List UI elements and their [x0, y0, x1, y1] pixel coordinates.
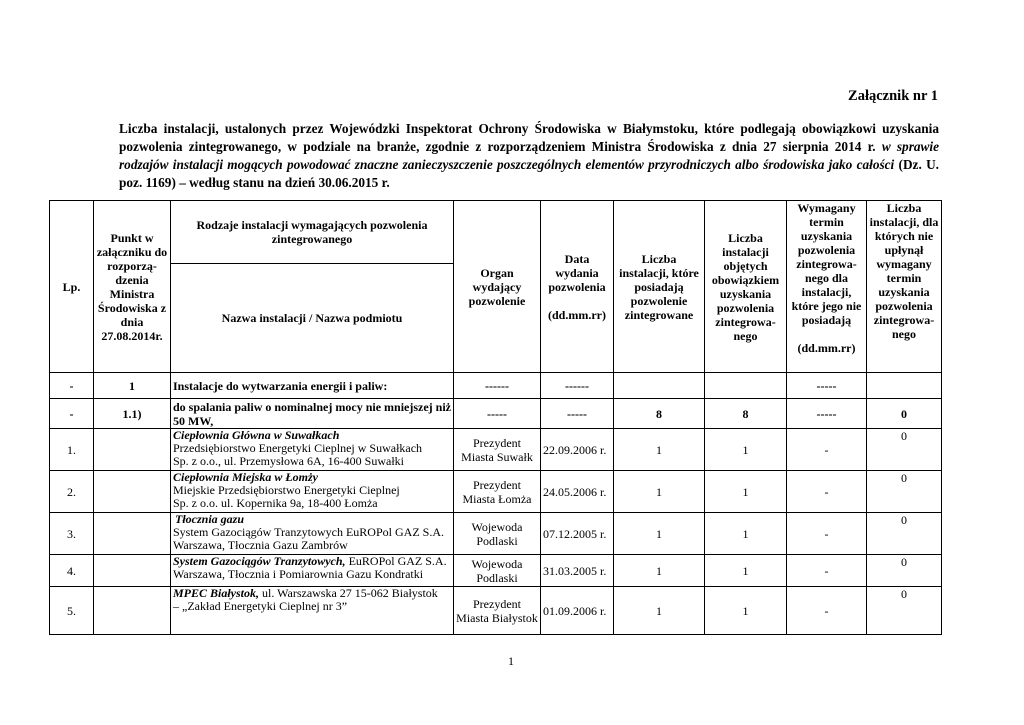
- header-uplynal: Liczba instalacji, dla których nie upłynął wymagany termin uzyskania pozwolenia zintegrowa-nego: [867, 201, 942, 373]
- section2-termin: -----: [787, 399, 867, 429]
- installations-table: [49, 200, 942, 635]
- row-date: 31.03.2005 r.: [541, 555, 614, 587]
- section2-punkt: 1.1): [94, 399, 171, 429]
- row-date: 01.09.2006 r.: [541, 587, 614, 635]
- row-organ: Wojewoda Podlaski: [454, 513, 541, 555]
- plant-name-suffix: EuROPol GAZ S.A.: [345, 554, 447, 568]
- table-row: [50, 587, 942, 635]
- header-termin-format: (dd.mm.rr): [797, 341, 856, 355]
- section1-data: ------: [541, 373, 614, 399]
- row-organ: Prezydent Miasta Łomża: [454, 471, 541, 513]
- row-installation: [171, 471, 454, 513]
- row-objetych: 1: [705, 587, 787, 635]
- section2-name: do spalania paliw o nominalnej mocy nie mniejszej niż 50 MW,: [171, 399, 454, 429]
- header-termin: [787, 201, 867, 373]
- intro-text-italic: w sprawie rodzajów instalacji mogących powodować znaczne zanieczyszczenie poszczególnych elementów przyrodniczych albo środowiska jako całości: [119, 139, 939, 172]
- section-row-1: [50, 373, 942, 399]
- header-organ: Organ wydający pozwolenie: [454, 201, 541, 373]
- header-lp: Lp.: [50, 201, 94, 373]
- company-line: Przedsiębiorstwo Energetyki Cieplnej w Suwałkach: [173, 441, 423, 455]
- company-address: Warszawa, Tłocznia Gazu Zambrów: [173, 538, 348, 552]
- row-organ: Wojewoda Podlaski: [454, 555, 541, 587]
- annex-title: Załącznik nr 1: [848, 88, 938, 104]
- row-objetych: 1: [705, 555, 787, 587]
- row-installation: [171, 513, 454, 555]
- section1-lp: -: [50, 373, 94, 399]
- company-line: System Gazociągów Tranzytowych EuROPol GAZ S.A.: [173, 525, 444, 539]
- section2-organ: -----: [454, 399, 541, 429]
- section2-objetych: 8: [705, 399, 787, 429]
- row-uplynal: 0: [867, 471, 942, 513]
- row-lp: 5.: [50, 587, 94, 635]
- row-organ: Prezydent Miasta Białystok: [454, 587, 541, 635]
- company-line: Miejskie Przedsiębiorstwo Energetyki Cieplnej: [173, 483, 400, 497]
- row-termin: -: [787, 429, 867, 471]
- row-posiadajace: 1: [614, 555, 705, 587]
- section1-posiadajace: [614, 373, 705, 399]
- intro-text-part1: Liczba instalacji, ustalonych przez Wojewódzki Inspektorat Ochrony Środowiska w Białymstoku, które podlegają obowiązkowi uzyskania pozwolenia zintegrowanego, w podziale na branże, zgodnie z rozporządzeniem Ministra Środowiska z dnia 27 sierpnia 2014 r.: [119, 121, 939, 154]
- plant-name: Tłocznia gazu: [175, 512, 245, 526]
- row-punkt: [94, 429, 171, 471]
- row-posiadajace: 1: [614, 471, 705, 513]
- plant-name-suffix: ul. Warszawska 27 15-062 Białystok: [259, 586, 438, 600]
- company-line: – „Zakład Energetyki Cieplnej nr 3”: [173, 599, 348, 613]
- header-termin-label: Wymagany termin uzyskania pozwolenia zintegrowa-nego dla instalacji, które jego nie posiadają: [791, 201, 862, 327]
- company-address: Sp. z o.o. ul. Kopernika 9a, 18-400 Łomża: [173, 496, 378, 510]
- row-objetych: 1: [705, 429, 787, 471]
- row-lp: 3.: [50, 513, 94, 555]
- table-row: [50, 429, 942, 471]
- section1-termin: -----: [787, 373, 867, 399]
- row-lp: 4.: [50, 555, 94, 587]
- row-termin: -: [787, 555, 867, 587]
- section1-name: Instalacje do wytwarzania energii i paliw:: [171, 373, 454, 399]
- plant-name: MPEC Białystok,: [173, 586, 260, 600]
- section2-posiadajace: 8: [614, 399, 705, 429]
- plant-name: System Gazociągów Tranzytowych,: [173, 554, 346, 568]
- row-date: 22.09.2006 r.: [541, 429, 614, 471]
- row-installation: [171, 429, 454, 471]
- header-punkt: Punkt w załączniku do rozporzą-dzenia Ministra Środowiska z dnia 27.08.2014r.: [94, 201, 171, 373]
- row-objetych: 1: [705, 471, 787, 513]
- section2-uplynal: 0: [867, 399, 942, 429]
- section1-organ: ------: [454, 373, 541, 399]
- row-installation: [171, 587, 454, 635]
- plant-name: Ciepłownia Miejska w Łomży: [173, 470, 319, 484]
- intro-text-part2: (Dz. U. poz. 1169) – według stanu na dzień 30.06.2015 r.: [119, 157, 939, 190]
- row-date: 07.12.2005 r.: [541, 513, 614, 555]
- header-data-format: (dd.mm.rr): [548, 307, 606, 322]
- section2-data: -----: [541, 399, 614, 429]
- row-uplynal: 0: [867, 429, 942, 471]
- header-data-label: Data wydania pozwolenia: [548, 251, 606, 294]
- row-punkt: [94, 471, 171, 513]
- company-address: Sp. z o.o., ul. Przemysłowa 6A, 16-400 Suwałki: [173, 454, 404, 468]
- section1-objetych: [705, 373, 787, 399]
- row-punkt: [94, 555, 171, 587]
- table-row: [50, 471, 942, 513]
- row-lp: 2.: [50, 471, 94, 513]
- row-organ: Prezydent Miasta Suwałk: [454, 429, 541, 471]
- page-number: 1: [508, 654, 514, 668]
- row-uplynal: 0: [867, 555, 942, 587]
- table-row: [50, 555, 942, 587]
- row-date: 24.05.2006 r.: [541, 471, 614, 513]
- row-posiadajace: 1: [614, 429, 705, 471]
- section1-uplynal: [867, 373, 942, 399]
- plant-name: Ciepłownia Główna w Suwałkach: [173, 428, 340, 442]
- section1-punkt: 1: [94, 373, 171, 399]
- row-objetych: 1: [705, 513, 787, 555]
- header-liczba-objetych: Liczba instalacji objętych obowiązkiem uzyskania pozwolenia zintegrowa-nego: [705, 201, 787, 373]
- section-row-2: [50, 399, 942, 429]
- header-liczba-posiadajace: Liczba instalacji, które posiadają pozwolenie zintegrowane: [614, 201, 705, 373]
- row-termin: -: [787, 513, 867, 555]
- header-data: [541, 201, 614, 373]
- header-rodzaje: Rodzaje instalacji wymagających pozwolenia zintegrowanego: [171, 201, 454, 264]
- row-uplynal: 0: [867, 513, 942, 555]
- header-row: [50, 201, 942, 264]
- row-posiadajace: 1: [614, 513, 705, 555]
- row-installation: [171, 555, 454, 587]
- row-punkt: [94, 587, 171, 635]
- row-punkt: [94, 513, 171, 555]
- row-posiadajace: 1: [614, 587, 705, 635]
- row-termin: -: [787, 587, 867, 635]
- row-termin: -: [787, 471, 867, 513]
- row-lp: 1.: [50, 429, 94, 471]
- company-line: Warszawa, Tłocznia i Pomiarownia Gazu Kondratki: [173, 567, 424, 581]
- section2-lp: -: [50, 399, 94, 429]
- intro-paragraph: [119, 120, 939, 192]
- row-uplynal: 0: [867, 587, 942, 635]
- header-nazwa: Nazwa instalacji / Nazwa podmiotu: [171, 264, 454, 373]
- table-row: [50, 513, 942, 555]
